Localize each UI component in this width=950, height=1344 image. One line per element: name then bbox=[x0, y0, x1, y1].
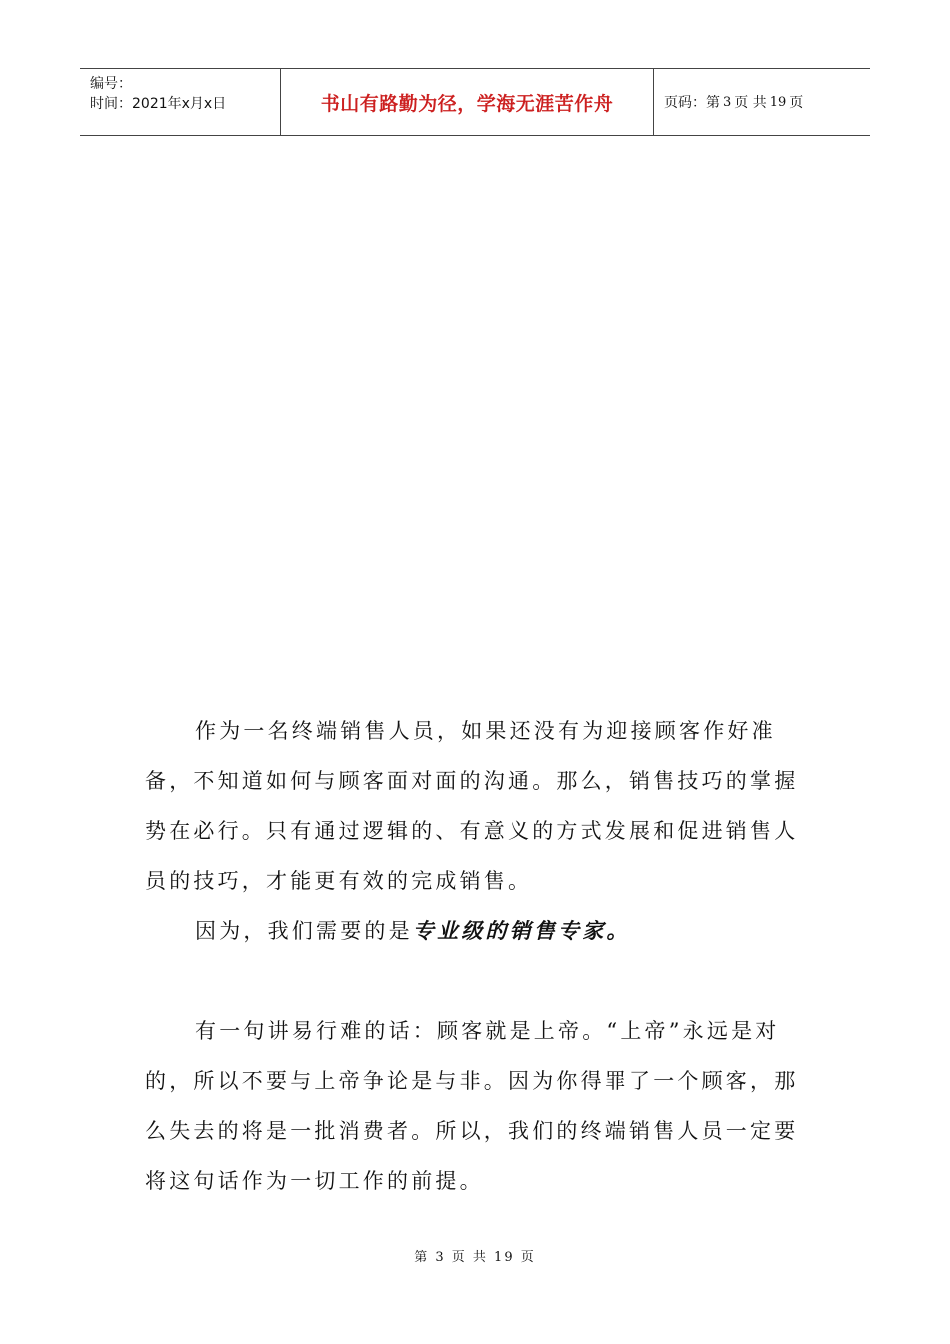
page-prefix: 页码：第 bbox=[664, 95, 720, 111]
page-header bbox=[80, 68, 870, 136]
header-motto: 书山有路勤为径，学海无涯苦作舟 bbox=[320, 92, 614, 115]
paragraph-text bbox=[145, 906, 810, 956]
page-total: 19 bbox=[769, 94, 787, 110]
paragraph-text: 有一句讲易行难的话：顾客就是上帝。“上帝”永远是对的，所以不要与上帝争论是与非。因为你得罪了一个顾客，那么失去的将是一批消费者。所以，我们的终端销售人员一定要将这句话作为一切工作的前提。 bbox=[145, 1019, 799, 1193]
paragraph-prefix: 因为，我们需要的是 bbox=[195, 919, 413, 943]
page-footer: 第 3 页 共 19 页 bbox=[414, 1250, 536, 1265]
header-page-cell bbox=[654, 69, 870, 135]
emphasis-text: 专业级的销售专家。 bbox=[412, 918, 631, 943]
document-number-label: 编号： bbox=[90, 76, 132, 92]
header-meta-cell bbox=[80, 69, 281, 135]
paragraph-sales-skills bbox=[145, 706, 810, 906]
paragraph-customer-god bbox=[145, 1006, 810, 1206]
paragraph-sales-expert bbox=[145, 906, 810, 956]
page-suffix: 页 bbox=[789, 95, 804, 111]
paragraph-text: 作为一名终端销售人员，如果还没有为迎接顾客作好准备，不知道如何与顾客面对面的沟通。那么，销售技巧的掌握势在必行。只有通过逻辑的、有意义的方式发展和促进销售人员的技巧，才能更有效的完成销售。 bbox=[145, 719, 799, 893]
page-middle: 页 共 bbox=[734, 95, 767, 111]
page-current: 3 bbox=[723, 94, 732, 110]
header-motto-cell bbox=[281, 69, 654, 135]
document-date-label: 时间：2021年x月x日 bbox=[90, 96, 227, 112]
